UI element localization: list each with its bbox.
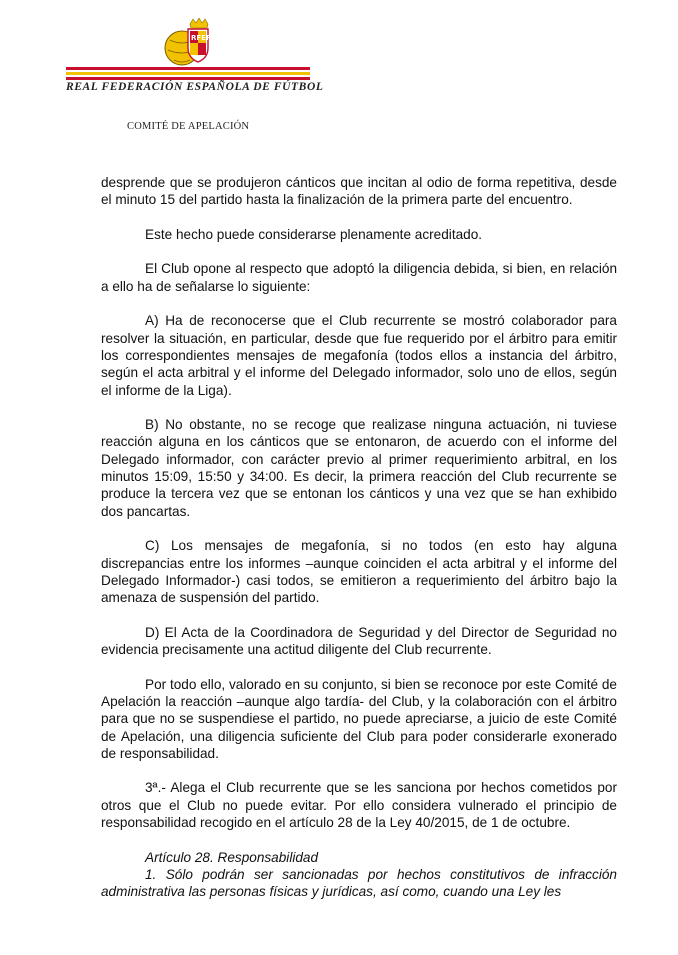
paragraph: El Club opone al respecto que adoptó la diligencia debida, si bien, en relación a ello ha de señalarse lo siguiente: xyxy=(101,261,617,294)
paragraph: desprende que se produjeron cánticos que incitan al odio de forma repetitiva, desde el minuto 15 del partido hasta la finalización de la primera parte del encuentro. xyxy=(101,175,617,208)
committee-name: COMITÉ DE APELACIÓN xyxy=(127,121,250,132)
paragraph: 3ª.- Alega el Club recurrente que se les sanciona por hechos cometidos por otros que el Club no puede evitar. Por ello considera vulnerado el principio de responsabilidad recogido en el artículo 28 de la Ley 40/2015, de 1 de octubre. xyxy=(101,780,617,830)
crest-letters: RFEF xyxy=(191,34,211,42)
article-text: 1. Sólo podrán ser sancionadas por hechos constitutivos de infracción administrativa las personas físicas y jurídicas, así como, cuando una Ley les xyxy=(101,866,617,900)
paragraph: B) No obstante, no se recoge que realizase ninguna actuación, ni tuviese reacción alguna en los cánticos que se entonaron, de acuerdo con el informe del Delegado informador, con carácter previo al primer requerimiento arbitral, en los minutos 15:09, 15:50 y 34:00. Es decir, la primera reacción del Club recurrente se produce la tercera vez que se entonan los cánticos y una vez que se han exhibido dos pancartas. xyxy=(101,417,617,519)
document-body xyxy=(101,174,617,918)
paragraph: Por todo ello, valorado en su conjunto, si bien se reconoce por este Comité de Apelación la reacción –aunque algo tardía- del Club, y la colaboración con el árbitro para que no se suspendiese el partido, no puede apreciarse, a juicio de este Comité de Apelación, una diligencia suficiente del Club para poder considerarle exonerado de responsabilidad. xyxy=(101,676,617,761)
article-title: Artículo 28. Responsabilidad xyxy=(145,849,319,865)
paragraph: Este hecho puede considerarse plenamente acreditado. xyxy=(145,226,483,242)
organization-name: REAL FEDERACIÓN ESPAÑOLA DE FÚTBOL xyxy=(66,81,324,93)
flag-stripes xyxy=(66,67,310,82)
paragraph: C) Los mensajes de megafonía, si no todos (en esto hay alguna discrepancias entre los informes –aunque coinciden el acta arbitral y el informe del Delegado Informador-) casi todos, se emitieron a requerimiento del árbitro bajo la amenaza de suspensión del partido. xyxy=(101,538,617,606)
paragraph: D) El Acta de la Coordinadora de Seguridad y del Director de Seguridad no evidencia precisamente una actitud diligente del Club recurrente. xyxy=(101,624,617,658)
paragraph: A) Ha de reconocerse que el Club recurrente se mostró colaborador para resolver la situación, en particular, desde que fue requerido por el árbitro para emitir los correspondientes mensajes de megafonía (todos ellos a instancia del árbitro, según el acta arbitral y el informe del Delegado informador, solo uno de ellos, según el informe de la Liga). xyxy=(101,313,617,398)
